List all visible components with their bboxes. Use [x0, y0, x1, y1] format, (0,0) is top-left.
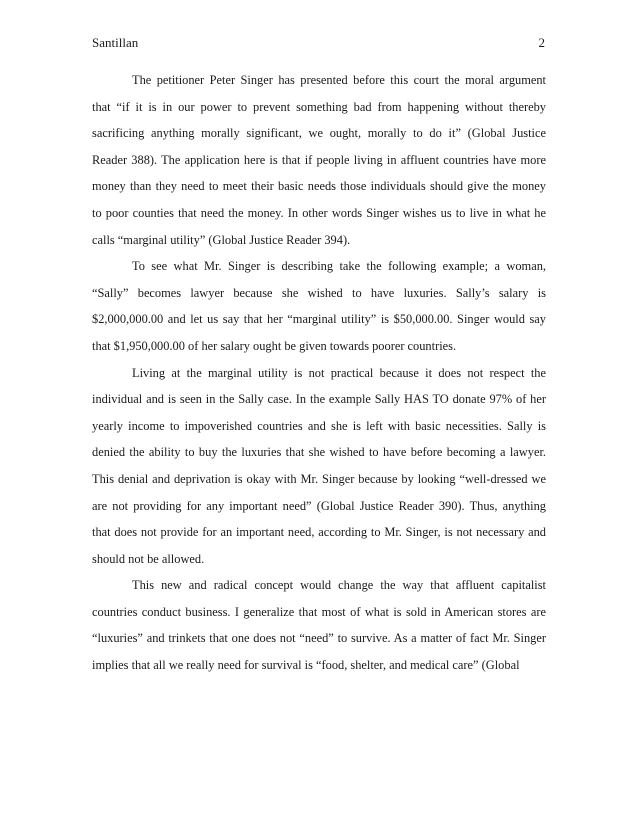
paragraph-4	[92, 572, 546, 678]
text-line: “Sally” becomes lawyer because she wished to have luxuries. Sally’s salary is	[92, 285, 546, 300]
text-line: to poor counties that need the money. In other words Singer wishes us to live in what he	[92, 205, 546, 220]
text-line: $2,000,000.00 and let us say that her “marginal utility” is $50,000.00. Singer would say	[92, 312, 546, 327]
running-header	[92, 35, 545, 55]
text-line: implies that all we really need for survival is “food, shelter, and medical care” (Global	[92, 658, 520, 673]
text-line: Living at the marginal utility is not practical because it does not respect the	[132, 365, 546, 380]
text-line: are not providing for any important need” (Global Justice Reader 390). Thus, anything	[92, 498, 546, 513]
text-line: that “if it is in our power to prevent something bad from happening without thereby	[92, 99, 546, 114]
text-line: denied the ability to buy the luxuries that she wished to have before becoming a lawyer.	[92, 445, 546, 460]
text-line: money than they need to meet their basic needs those individuals should give the money	[92, 179, 546, 194]
text-line: calls “marginal utility” (Global Justice Reader 394).	[92, 232, 351, 247]
text-line: This new and radical concept would change the way that affluent capitalist	[132, 578, 546, 593]
text-line: To see what Mr. Singer is describing take the following example; a woman,	[132, 259, 546, 274]
text-line: countries conduct business. I generalize that most of what is sold in American stores are	[92, 604, 546, 619]
text-line: This denial and deprivation is okay with Mr. Singer because by looking “well-dressed we	[92, 471, 546, 486]
text-line: yearly income to impoverished countries and she is left with basic necessities. Sally is	[92, 418, 546, 433]
text-line: Reader 388). The application here is that if people living in affluent countries have more	[92, 152, 546, 167]
page-number: 2	[538, 35, 545, 50]
text-line: that does not provide for an important need, according to Mr. Singer, is not necessary and	[92, 525, 546, 540]
header-author: Santillan	[92, 35, 139, 50]
text-line: sacrificing anything morally significant, we ought, morally to do it” (Global Justice	[92, 126, 546, 141]
text-line: should not be allowed.	[92, 551, 205, 566]
text-line: The petitioner Peter Singer has presented before this court the moral argument	[132, 73, 546, 87]
text-line: “luxuries” and trinkets that one does not “need” to survive. As a matter of fact Mr. Singer	[92, 631, 546, 646]
body-text	[92, 67, 546, 679]
text-line: individual and is seen in the Sally case. In the example Sally HAS TO donate 97% of her	[92, 392, 546, 407]
paragraph-3	[92, 360, 546, 573]
paragraph-2	[92, 253, 546, 359]
text-line: that $1,950,000.00 of her salary ought be given towards poorer countries.	[92, 338, 457, 353]
paragraph-1	[92, 67, 546, 253]
